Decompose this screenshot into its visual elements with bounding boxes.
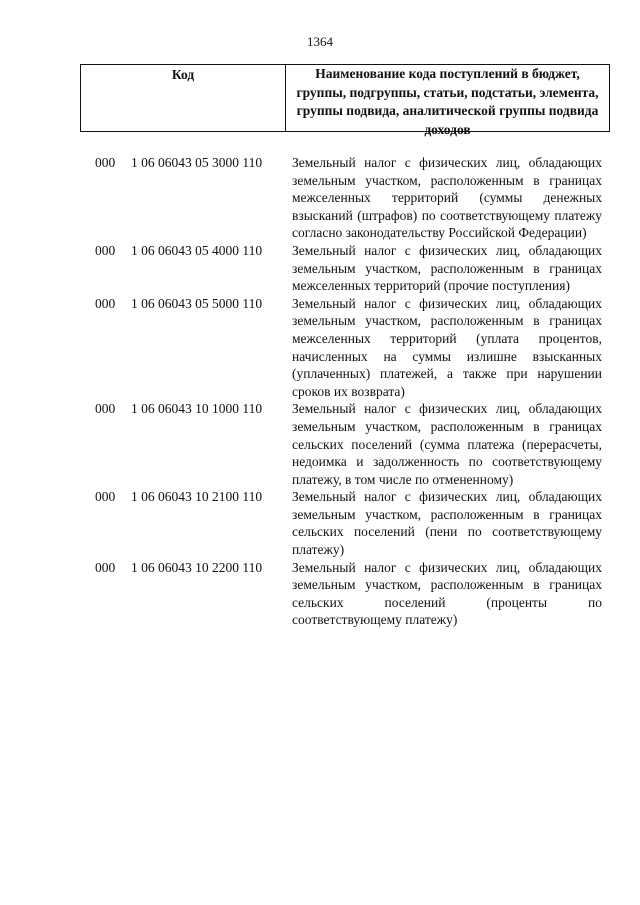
table-row xyxy=(0,559,640,629)
row-description: Земельный налог с физических лиц, обладающих земельным участком, расположенным в границах межселенных территорий (суммы денежных взысканий (штрафов) по соответствующему платежу согласно законодательству Российской Федерации) xyxy=(292,155,602,241)
row-admin-code: 000 xyxy=(95,242,116,258)
header-code-label: Код xyxy=(81,65,286,131)
row-admin-code: 000 xyxy=(95,559,116,575)
row-description: Земельный налог с физических лиц, обладающих земельным участком, расположенным в границах сельских поселений (сумма платежа (перерасчеты, недоимка и задолженность по соответствующему платежу, в том числе по отмененному) xyxy=(292,401,602,487)
table-row xyxy=(0,488,640,558)
row-description: Земельный налог с физических лиц, обладающих земельным участком, расположенным в границах сельских поселений (пени по соответствующему платежу) xyxy=(292,489,602,558)
table-row xyxy=(0,400,640,488)
row-admin-code: 000 xyxy=(95,155,116,170)
row-description: Земельный налог с физических лиц, обладающих земельным участком, расположенным в границах межселенных территорий (прочие поступления) xyxy=(292,242,602,294)
header-name-label: Наименование кода поступлений в бюджет, группы, подгруппы, статьи, подстатьи, элемента, группы подвида, аналитической группы подвида доходов xyxy=(296,66,599,137)
table-row xyxy=(0,154,640,242)
row-revenue-code: 1 06 06043 05 3000 110 xyxy=(131,155,263,170)
table-row xyxy=(0,295,640,401)
row-admin-code: 000 xyxy=(95,489,116,505)
row-revenue-code: 1 06 06043 10 2200 110 xyxy=(131,559,263,575)
row-admin-code: 000 xyxy=(95,295,116,311)
page-number: 1364 xyxy=(307,34,333,49)
row-revenue-code: 1 06 06043 05 4000 110 xyxy=(131,242,263,258)
row-description: Земельный налог с физических лиц, обладающих земельным участком, расположенным в границах межселенных территорий (уплата процентов, начисленных на суммы излишне взысканных (уплаченных) платежей, а также при нарушении сроков их возврата) xyxy=(292,295,602,399)
row-revenue-code: 1 06 06043 10 2100 110 xyxy=(131,489,263,505)
table-header xyxy=(80,64,610,137)
table-row xyxy=(0,242,640,295)
row-description: Земельный налог с физических лиц, обладающих земельным участком, расположенным в границах сельских поселений (проценты по соответствующему платежу) xyxy=(292,559,602,628)
row-revenue-code: 1 06 06043 10 1000 110 xyxy=(131,401,263,417)
row-revenue-code: 1 06 06043 05 5000 110 xyxy=(131,295,263,311)
row-admin-code: 000 xyxy=(95,401,116,417)
revenue-code-list xyxy=(0,154,640,629)
